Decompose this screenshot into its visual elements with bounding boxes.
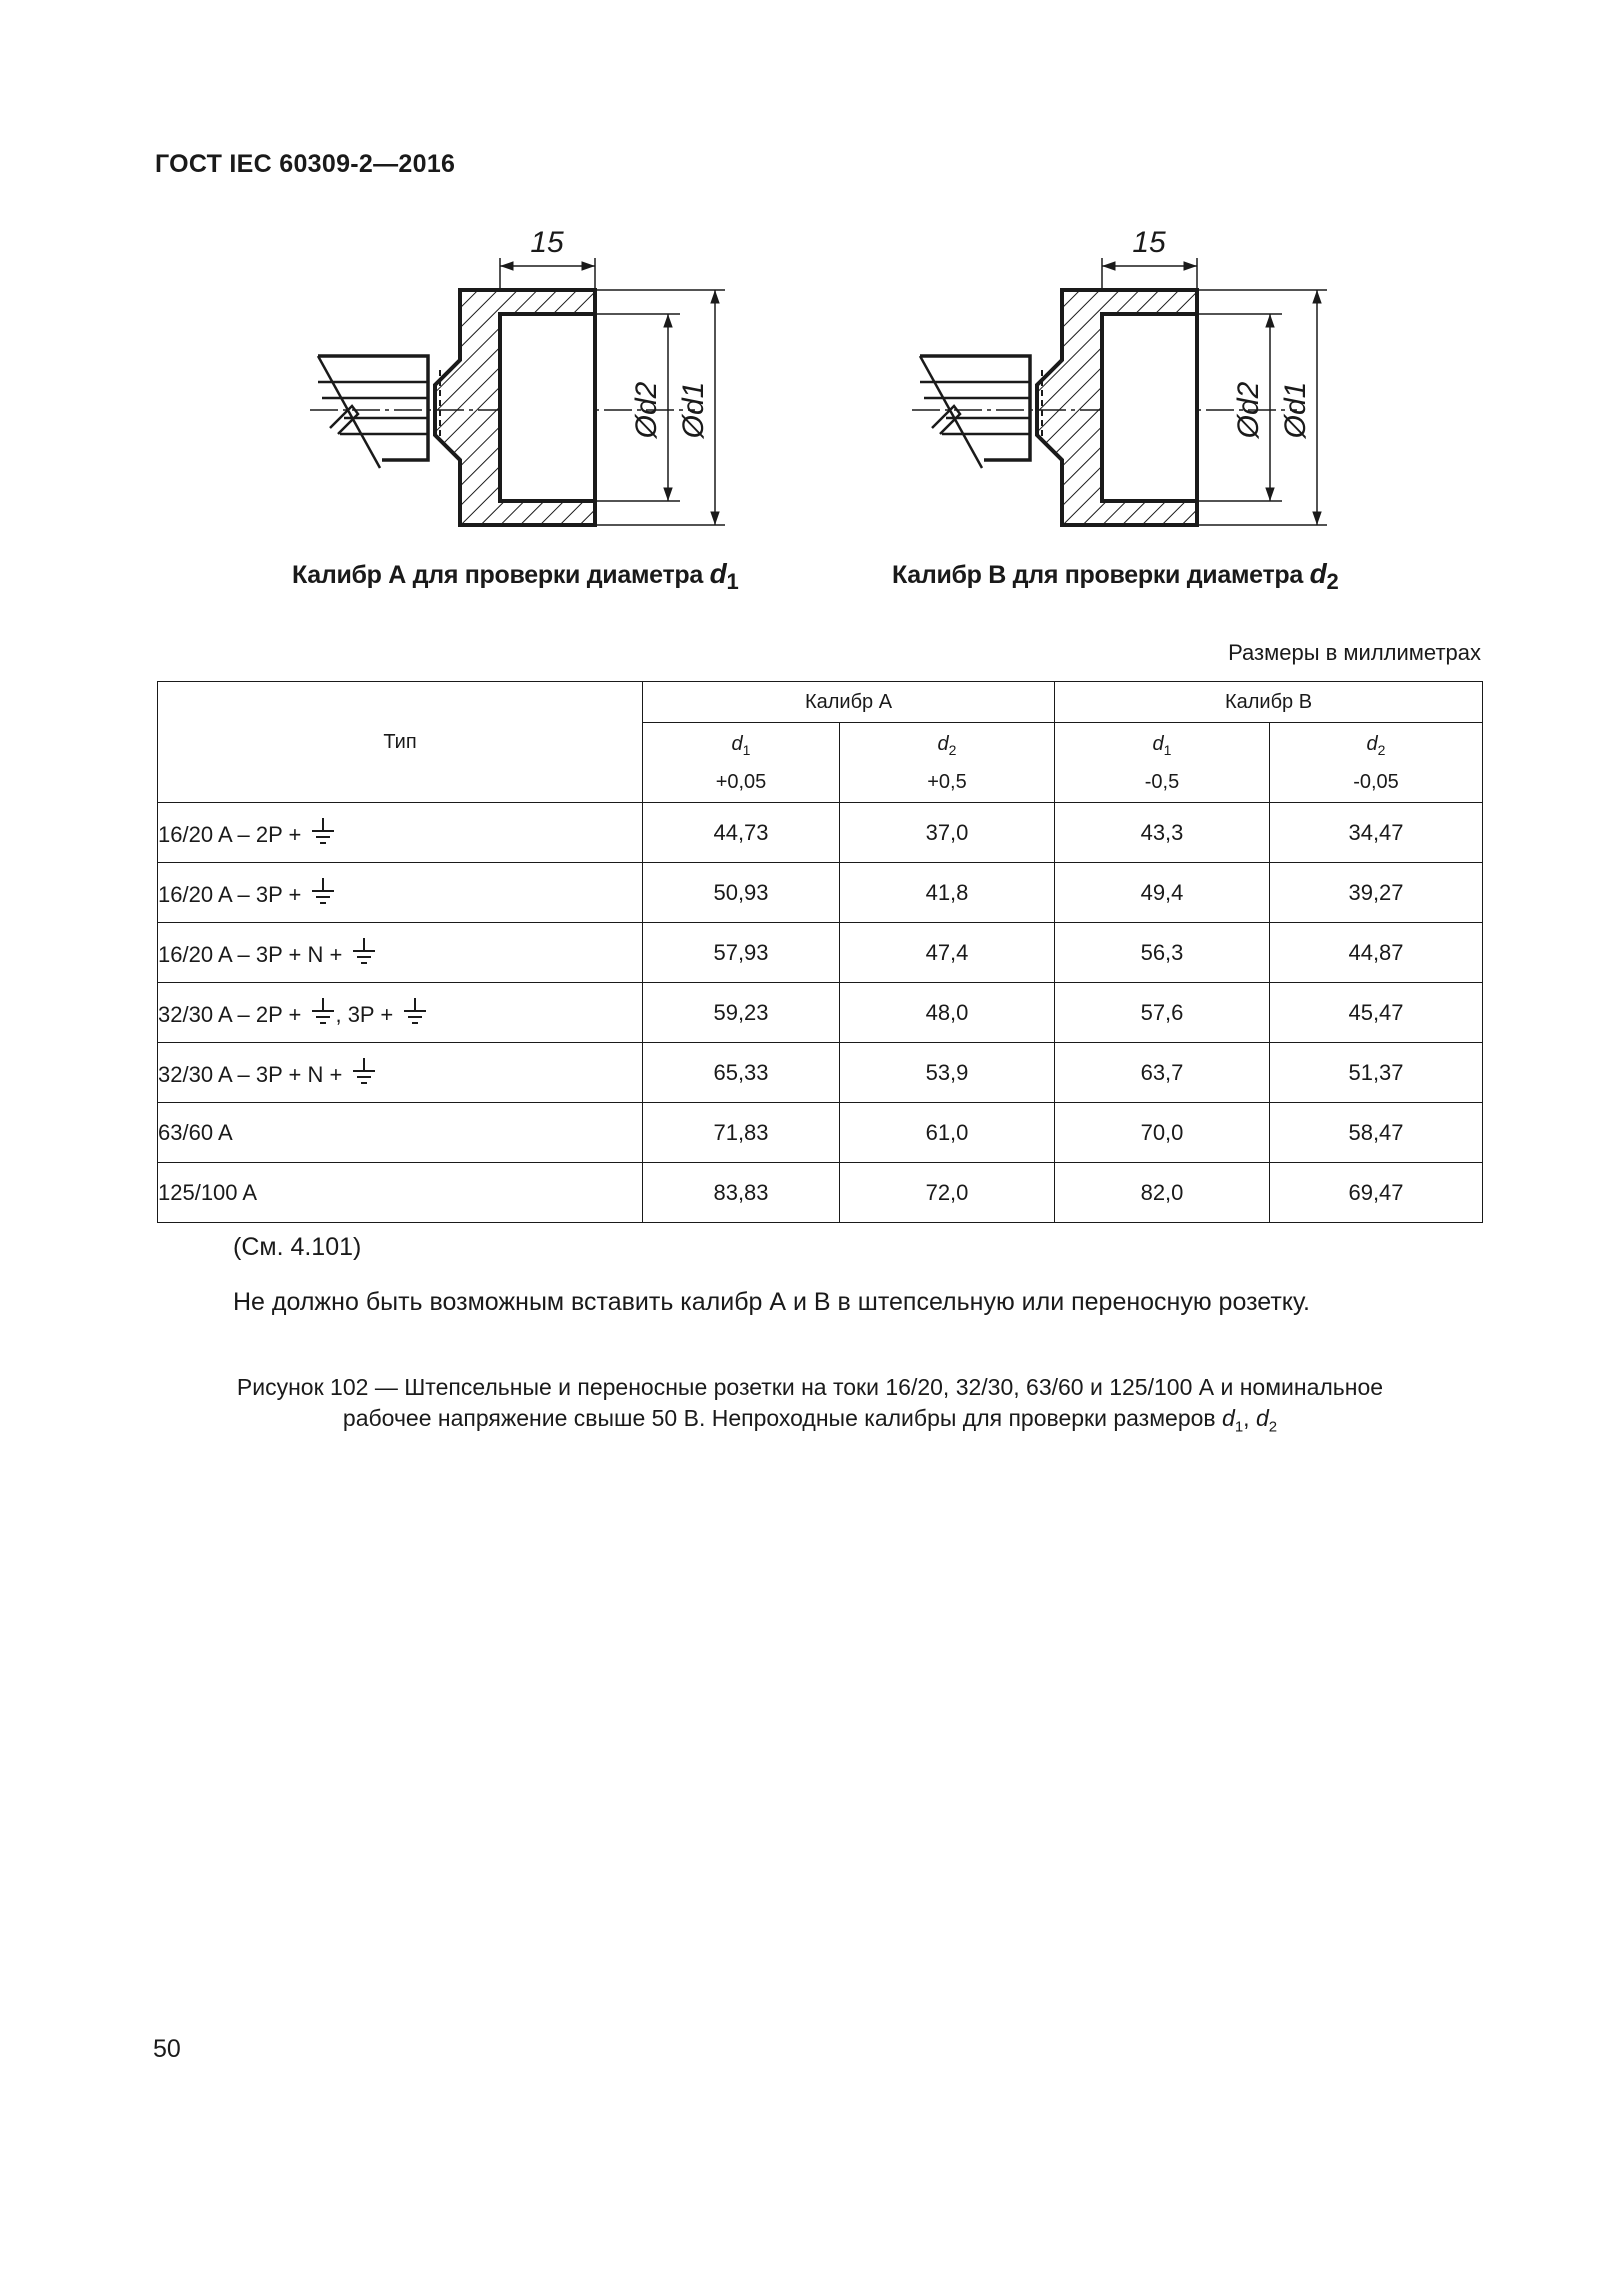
cell-value: 51,37 [1270,1043,1483,1103]
cell-value: 56,3 [1055,923,1270,983]
gauge-b-width-label: 15 [1132,226,1166,259]
gauge-b-d2-label: Ød2 [1232,381,1265,439]
cell-value: 63,7 [1055,1043,1270,1103]
page-number: 50 [153,2035,181,2063]
subheader-tolerance: +0,5 [927,770,967,793]
figure-caption-line1: Рисунок 102 — Штепсельные и переносные розетки на токи 16/20, 32/30, 63/60 и 125/100 А и номинальное [236,1374,1384,1400]
ground-icon [352,1058,376,1086]
figure-caption [160,1372,1460,1443]
type-label: 16/20 A – 3P + N + [158,941,349,967]
figure-caption-sub1: 1 [1234,1418,1244,1436]
cell-value: 53,9 [840,1043,1055,1103]
subheader-symbol: d [1366,732,1378,755]
cell-value: 61,0 [840,1103,1055,1163]
type-label: 125/100 A [158,1179,258,1205]
type-label-extra: , 3P + [335,1001,400,1027]
note-text: Не должно быть возможным вставить калибр А и В в штепсельную или переносную розетку. [233,1288,1310,1316]
type-label: 32/30 A – 2P + [158,1001,308,1027]
col-subheader [840,723,1055,803]
cell-value: 47,4 [840,923,1055,983]
col-subheader [643,723,840,803]
gauge-a-drawing [300,210,750,570]
col-subheader [1270,723,1483,803]
note-reference: (См. 4.101) [233,1233,362,1261]
cell-value: 59,23 [643,983,840,1043]
table-row [158,983,1483,1043]
col-header-type: Тип [158,682,643,803]
figure-caption-sym2: d [1255,1405,1269,1431]
gauge-b-caption-sub: 2 [1326,569,1339,594]
type-label: 16/20 A – 3P + [158,881,308,907]
ground-icon [311,818,335,846]
col-header-gauge-a: Калибр А [643,682,1055,723]
subheader-tolerance: -0,5 [1144,770,1180,793]
figure-caption-sym1: d [1222,1405,1235,1431]
ground-icon [311,878,335,906]
subheader-subscript: 1 [1163,741,1172,758]
ground-icon [403,998,427,1026]
cell-value: 34,47 [1270,803,1483,863]
cell-value: 65,33 [643,1043,840,1103]
cell-type [158,1103,643,1163]
cell-value: 45,47 [1270,983,1483,1043]
cell-value: 69,47 [1270,1163,1483,1223]
type-label: 32/30 A – 3P + N + [158,1061,349,1087]
figure-caption-sep: , [1243,1405,1256,1431]
gauge-a-d1-label: Ød1 [677,381,710,439]
cell-type [158,803,643,863]
cell-value: 44,87 [1270,923,1483,983]
subheader-symbol: d [1152,732,1164,755]
cell-type [158,983,643,1043]
gauge-b-caption [892,558,1338,595]
col-header-gauge-b: Калибр В [1055,682,1483,723]
table-row [158,803,1483,863]
cell-value: 41,8 [840,863,1055,923]
cell-value: 48,0 [840,983,1055,1043]
gauge-a-caption-text: Калибр А для проверки диаметра [292,561,710,589]
units-note: Размеры в миллиметрах [1228,640,1481,665]
subheader-subscript: 2 [948,741,957,758]
figure-caption-sub2: 2 [1268,1418,1278,1436]
calibration-table [157,681,1483,1223]
table-row [158,1043,1483,1103]
subheader-symbol: d [937,732,949,755]
cell-type [158,1043,643,1103]
figure-caption-line2-text: рабочее напряжение свыше 50 В. Непроходные калибры для проверки размеров [342,1405,1223,1431]
cell-value: 44,73 [643,803,840,863]
gauge-a-caption-symbol: d [709,558,727,589]
table-row [158,1163,1483,1223]
cell-value: 49,4 [1055,863,1270,923]
cell-value: 82,0 [1055,1163,1270,1223]
cell-value: 57,93 [643,923,840,983]
subheader-tolerance: -0,05 [1353,770,1399,793]
gauge-a-caption [292,558,738,595]
cell-value: 39,27 [1270,863,1483,923]
cell-value: 58,47 [1270,1103,1483,1163]
gauge-b-d1-label: Ød1 [1279,381,1312,439]
type-label: 63/60 A [158,1119,233,1145]
ground-icon [311,998,335,1026]
cell-value: 71,83 [643,1103,840,1163]
type-label: 16/20 A – 2P + [158,821,308,847]
cell-value: 70,0 [1055,1103,1270,1163]
gauge-a-width-label: 15 [530,226,564,259]
cell-type [158,923,643,983]
cell-value: 57,6 [1055,983,1270,1043]
cell-type [158,863,643,923]
table-row [158,1103,1483,1163]
document-header: ГОСТ IEC 60309-2—2016 [155,150,456,178]
cell-value: 37,0 [840,803,1055,863]
cell-value: 72,0 [840,1163,1055,1223]
cell-value: 43,3 [1055,803,1270,863]
figure-caption-line2 [160,1403,1460,1443]
gauge-a-caption-sub: 1 [726,569,739,594]
cell-value: 83,83 [643,1163,840,1223]
subheader-tolerance: +0,05 [715,770,767,793]
table-row [158,923,1483,983]
cell-type [158,1163,643,1223]
subheader-subscript: 1 [742,741,751,758]
gauge-b-caption-symbol: d [1309,558,1327,589]
table-row [158,863,1483,923]
col-subheader [1055,723,1270,803]
cell-value: 50,93 [643,863,840,923]
ground-icon [352,938,376,966]
subheader-symbol: d [731,732,743,755]
gauge-a-d2-label: Ød2 [630,381,663,439]
gauge-b-caption-text: Калибр В для проверки диаметра [892,561,1310,589]
subheader-subscript: 2 [1377,741,1386,758]
gauge-b-drawing [902,210,1352,570]
